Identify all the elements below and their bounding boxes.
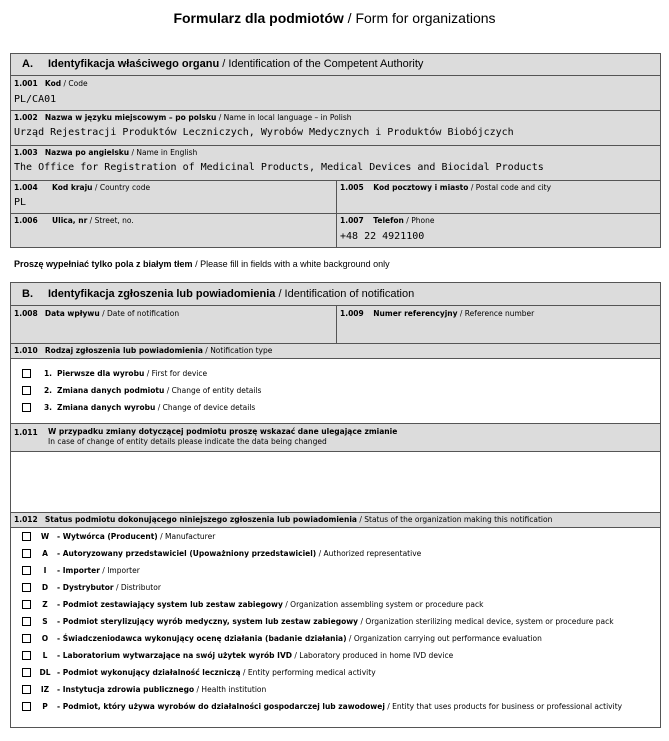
checkbox[interactable] — [22, 369, 31, 378]
checkbox[interactable] — [22, 403, 31, 412]
changed-data-input[interactable] — [11, 452, 660, 512]
status-code: Z — [42, 600, 48, 609]
notification-type-option — [22, 369, 207, 378]
status-code: D — [41, 583, 49, 592]
notification-type-label: Pierwsze dla wyrobu / First for device — [57, 369, 208, 378]
section-b-header: B. Identyfikacja zgłoszenia lub powiadomienia / Identification of notification — [11, 283, 660, 305]
notification-type-option — [22, 403, 255, 412]
checkbox[interactable] — [22, 386, 31, 395]
field-1002: 1.002 Nazwa w języku miejscowym – po polsku / Name in local language – in Polish Urząd Rejestracji Produktów Leczniczych, Wyrobów Medycznych i Produktów Biobójczych — [11, 111, 660, 145]
checkbox[interactable] — [22, 566, 31, 575]
checkbox[interactable] — [22, 634, 31, 643]
status-option — [22, 617, 614, 626]
page-title: Formularz dla podmiotów / Form for organizations — [173, 10, 496, 26]
english-name-value: The Office for Registration of Medicinal Products, Medical Devices and Biocidal Products — [14, 162, 544, 173]
checkbox[interactable] — [22, 685, 31, 694]
status-option — [22, 549, 421, 558]
field-1009: 1.009 Numer referencyjny / Reference number — [337, 306, 660, 343]
status-code: O — [41, 634, 49, 643]
checkbox[interactable] — [22, 702, 31, 711]
status-label: - Podmiot sterylizujący wyrób medyczny, system lub zestaw zabiegowy / Organization sterilizing medical device, system or procedure pack — [57, 617, 614, 626]
field-1005: 1.005 Kod pocztowy i miasto / Postal code and city — [337, 181, 660, 213]
section-b — [10, 282, 661, 728]
status-code: DL — [39, 668, 51, 677]
status-option — [22, 600, 484, 609]
notification-type-label: Zmiana danych podmiotu / Change of entity details — [57, 386, 262, 395]
notification-type-label: Zmiana danych wyrobu / Change of device details — [57, 403, 256, 412]
notification-type-code: 2. — [43, 386, 53, 395]
status-label: - Laboratorium wytwarzające na swój użytek wyrób IVD / Laboratory produced in home IVD device — [57, 651, 454, 660]
status-label: - Podmiot zestawiający system lub zestaw zabiegowy / Organization assembling system or procedure pack — [57, 600, 484, 609]
field-1008: 1.008 Data wpływu / Date of notification — [11, 306, 336, 343]
status-option — [22, 532, 215, 541]
checkbox[interactable] — [22, 583, 31, 592]
notification-type-option — [22, 386, 261, 395]
status-code: W — [40, 532, 50, 541]
status-option — [22, 583, 161, 592]
status-label: - Podmiot, który używa wyrobów do działalności gospodarczej lub zawodowej / Entity that uses products for business or professional activity — [57, 702, 623, 711]
fill-instruction: Proszę wypełniać tylko pola z białym tłem / Please fill in fields with a white background only — [14, 259, 390, 269]
field-1003: 1.003 Nazwa po angielsku / Name in English The Office for Registration of Medicinal Products, Medical Devices and Biocidal Products — [11, 146, 660, 180]
code-value: PL/CA01 — [14, 94, 57, 105]
status-label: - Importer / Importer — [57, 566, 140, 575]
status-label: - Instytucja zdrowia publicznego / Health institution — [57, 685, 267, 694]
status-label: - Świadczeniodawca wykonujący ocenę działania (badanie działania) / Organization carrying out performance evaluation — [57, 634, 542, 643]
status-label: - Dystrybutor / Distributor — [57, 583, 161, 592]
status-code: L — [42, 651, 48, 660]
checkbox[interactable] — [22, 600, 31, 609]
field-1004: 1.004 Kod kraju / Country code PL — [11, 181, 336, 213]
status-option — [22, 702, 622, 711]
section-a — [10, 53, 661, 248]
field-1010: 1.010 Rodzaj zgłoszenia lub powiadomienia / Notification type — [11, 344, 660, 358]
field-1011: 1.011 W przypadku zmiany dotyczącej podmiotu proszę wskazać dane ulegające zmianie In case of change of entity details please indicate the data being changed — [11, 424, 660, 451]
country-code-value: PL — [14, 197, 27, 208]
status-code: I — [43, 566, 47, 575]
status-label: - Wytwórca (Producent) / Manufacturer — [57, 532, 216, 541]
status-label: - Podmiot wykonujący działalność leczniczą / Entity performing medical activity — [57, 668, 376, 677]
field-1012: 1.012 Status podmiotu dokonującego niniejszego zgłoszenia lub powiadomienia / Status of the organization making this notification — [11, 513, 660, 527]
status-code: S — [42, 617, 48, 626]
notification-type-code: 3. — [43, 403, 53, 412]
status-option — [22, 668, 376, 677]
field-1001: 1.001 Kod / Code — [11, 76, 660, 94]
checkbox[interactable] — [22, 668, 31, 677]
field-1007: 1.007 Telefon / Phone +48 22 4921100 — [337, 214, 660, 247]
status-option — [22, 651, 453, 660]
checkbox[interactable] — [22, 651, 31, 660]
status-label: - Autoryzowany przedstawiciel (Upoważniony przedstawiciel) / Authorized representative — [57, 549, 422, 558]
status-option — [22, 566, 140, 575]
polish-name-value: Urząd Rejestracji Produktów Leczniczych, Wyrobów Medycznych i Produktów Biobójczych — [14, 127, 514, 138]
field-1006: 1.006 Ulica, nr / Street, no. — [11, 214, 336, 247]
checkbox[interactable] — [22, 617, 31, 626]
section-a-header: A. Identyfikacja właściwego organu / Identification of the Competent Authority — [11, 54, 660, 75]
status-code: A — [42, 549, 48, 558]
checkbox[interactable] — [22, 549, 31, 558]
status-code: IZ — [40, 685, 50, 694]
status-option — [22, 685, 266, 694]
checkbox[interactable] — [22, 532, 31, 541]
status-code: P — [42, 702, 48, 711]
phone-value: +48 22 4921100 — [340, 231, 425, 242]
status-option — [22, 634, 542, 643]
notification-type-code: 1. — [43, 369, 53, 378]
